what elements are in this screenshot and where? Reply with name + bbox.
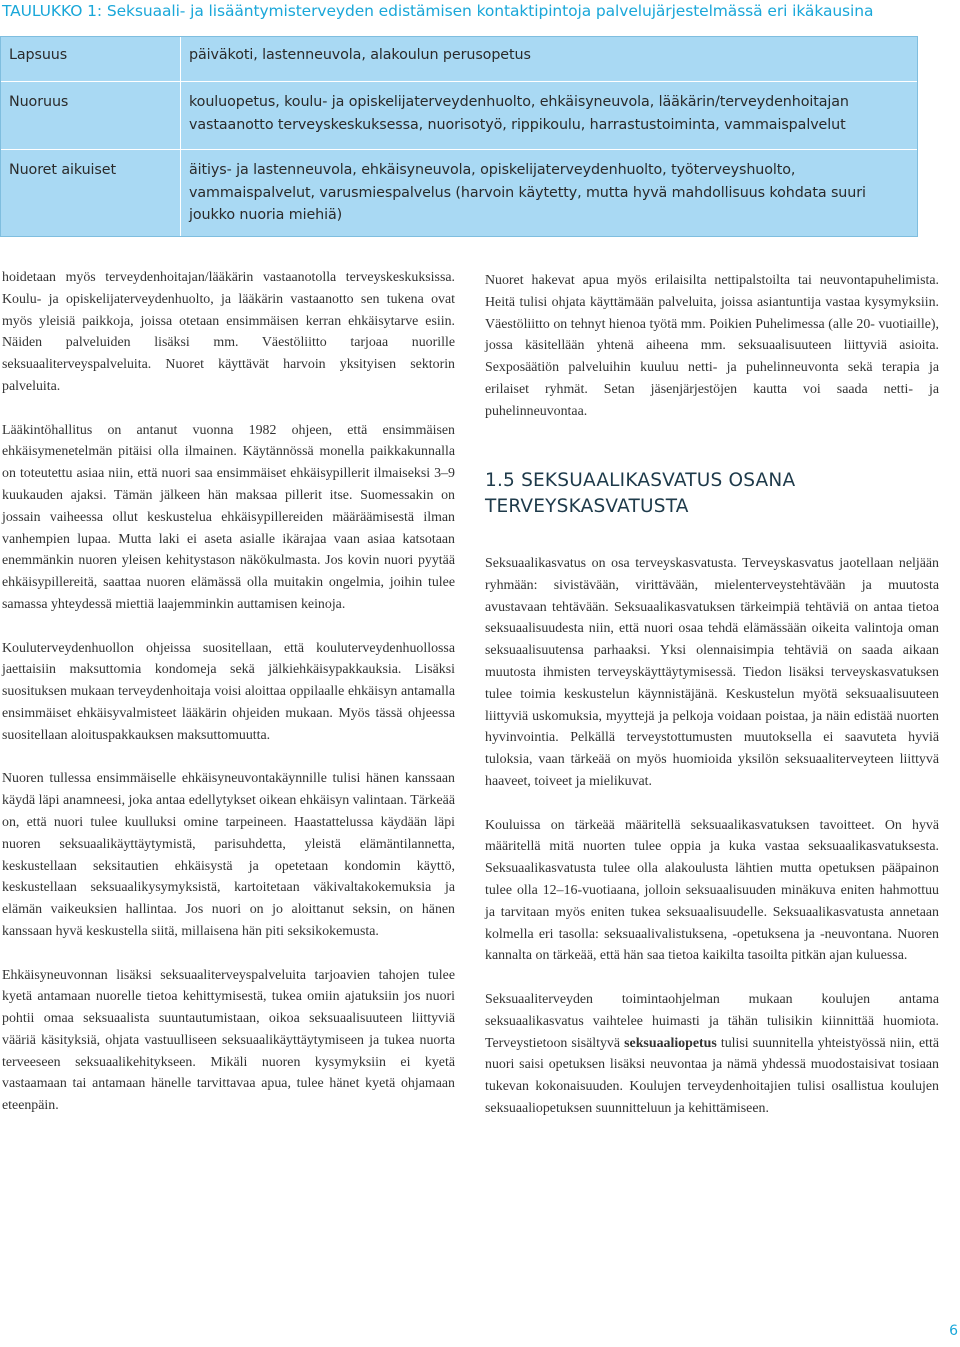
section-heading: 1.5 SEKSUAALIKASVATUS OSANA TERVEYSKASVATUSTA — [485, 470, 796, 517]
paragraph-text: tulisi suunnitella yhteistyössä niin, että nuori saisi opetuksen lisäksi neuvontaa ja nämä yhdessä muodostaisivat tosiaan tukevan kokonaisuuden. Koulujen terveydenhoitajien tulisi osallistua koulujen seksuaaliopetuksen suunnitteluun ja kehittämiseen. — [485, 1035, 939, 1116]
row-label: Lapsuus — [9, 47, 68, 63]
row-value: äitiys- ja lastenneuvola, ehkäisyneuvola, opiskelijaterveydenhuolto, työterveyshuolto, vammaispalvelut, varusmiespalvelus (harvoin käytetty, mutta hyvä mahdollisuus kohdata suuri joukko nuoria miehiä) — [189, 162, 866, 223]
paragraph: Lääkintöhallitus on antanut vuonna 1982 ohjeen, että ensimmäisen ehkäisymenetelmän pitäisi olla ilmainen. Käytännössä monella paikkakunnalla on toteutettu asiaa niin, että nuori saa ensimmäiset ehkäisypillerit ilmaiseksi 3–9 kuukauden ajaksi. Tämän jälkeen hän maksaa pillerit itse. Suomessakin on jossain vaiheessa ollut keskustelua ehkäisypillereiden määräämisestä ilman vanhempien lupaa. Mutta laki ei aseta asialle ikärajaa vaan asiaa katsotaan enemmänkin nuoren yleisen kehitystason näkökulmasta. Jos kovin nuori pyytää ehkäisypillereitä, saattaa nuoren elämässä olla muitakin ongelmia, joihin tulee samassa yhteydessä miettiä laajemminkin auttamisen keinoja. — [2, 422, 455, 612]
right-column — [485, 553, 939, 1142]
bold-term: seksuaaliopetus — [624, 1035, 717, 1051]
row-value: päiväkoti, lastenneuvola, alakoulun perusopetus — [189, 47, 531, 63]
table-caption: TAULUKKO 1: Seksuaali- ja lisääntymisterveyden edistämisen kontaktipintoja palvelujärjestelmässä eri ikäkausina — [2, 2, 874, 20]
row-value: kouluopetus, koulu- ja opiskelijaterveydenhuolto, ehkäisyneuvola, lääkärin/terveydenhoitajan vastaanotto terveyskeskuksessa, nuorisotyö, rippikoulu, harrastustoiminta, vammaispalvelut — [189, 94, 849, 133]
paragraph: Ehkäisyneuvonnan lisäksi seksuaaliterveyspalveluita tarjoavien tahojen tulee kyetä antamaan nuorelle tietoa kehittymisestä, tukea omiin ajatuksiin jos nuori pohtii omaa seksuaalista suuntautumistaan, oikoa seksuaalisuuteen liittyviä vääriä käsityksiä, ohjata vastuulliseen seksuaalikäyttäytymiseen ja tukea nuorta terveeseen seksuaalikehitykseen. Mikäli nuoren kysymyksiin ei kyetä vastaamaan tai antamaan hänelle tarvittavaa apua, tulee hänet kyetä ohjamaan eteenpäin. — [2, 967, 455, 1114]
table-column-divider — [180, 37, 181, 236]
row-divider — [1, 81, 917, 82]
paragraph-text: Seksuaaliterveyden toimintaohjelman mukaan koulujen antama seksuaalikasvatus vaihtelee huimasti ja tähän tulisikin kiinnittää huomiota. Terveystietoon sisältyvä — [485, 991, 939, 1051]
row-label: Nuoruus — [9, 94, 69, 110]
page-number: 6 — [949, 1323, 958, 1339]
paragraph: Kouluissa on tärkeää määritellä seksuaalikasvatuksen tavoitteet. On hyvä määritellä mitä nuorten tulee oppia ja kuka vastaa seksuaalikasvatuksesta. Seksuaalikasvatusta tulee olla alakoulusta lähtien mutta opetuksen pääpainon tulee olla 12–16-vuotiaana, jolloin seksuaalisuuden minäkuva eniten hahmottuu ja tarvitaan myös eniten tukea seksuaalisuudelle. Seksuaalikasvatusta annetaan kolmella eri tasolla: seksuaalivalistuksena, -opetuksena ja -neuvontana. Nuoren kannalta on tärkeää, että hän saa tietoa kaikilta tasoilta pitkän ajan kuluessa. — [485, 817, 939, 964]
contact-points-table — [0, 36, 918, 237]
left-column — [2, 267, 455, 1139]
paragraph: hoidetaan myös terveydenhoitajan/lääkärin vastaanotolla terveyskeskuksissa. Koulu- ja opiskelijaterveydenhuolto, ja lääkärin vastaanotto sen tukena ovat myös yleisiä paikkoja, joissa otetaan ensimmäisen kerran ehkäisytarve esiin. Näiden palveluiden lisäksi mm. Väestöliitto tarjoaa nuorille seksuaaliterveyspalveluita. Nuoret käyttävät harvoin yksityisen sektorin palveluita. — [2, 270, 455, 394]
row-divider — [1, 149, 917, 150]
paragraph: Nuoren tullessa ensimmäiselle ehkäisyneuvontakäynnille tulisi hänen kanssaan käydä läpi anamneesi, joka antaa edellytykset oikean ehkäisyn valintaan. Tärkeää on, että nuori tulee kuulluksi omine tarpeineen. Haastattelussa käydään läpi nuoren seksuaalikäyttäytymistä, parisuhdetta, yleistä elämäntilannetta, keskustellaan seksitautien ehkäisystä ja opetetaan kondomin käyttö, keskustellaan seksuaalikysymyksistä, kartoitetaan väkivaltakokemuksia ja elämän vaikeuksien hallintaa. Jos nuori on jo aloittanut seksin, on hänen kanssaan hyvä keskustella siitä, millaisena hän piti seksikokemusta. — [2, 771, 455, 939]
row-label: Nuoret aikuiset — [9, 162, 116, 178]
paragraph — [485, 989, 939, 1120]
paragraph: Nuoret hakevat apua myös erilaisilta nettipalstoilta tai neuvontapuhelimista. Heitä tulisi ohjata käyttämään palveluita, joissa asiantuntija vastaa kysymyksiin. Väestöliitto on tehnyt hienoa työtä mm. Poikien Puhelimessa (alle 20- vuotiaille), jossa käsitellään yhtenä aiheena mm. seksuaalisuuteen liittyviä asioita. Sexposäätiön palveluihin kuuluu netti- ja puhelinneuvonta sekä terapia ja erilaiset ryhmät. Setan jäsenjärjestöjen kautta voi saada netti- ja puhelinneuvontaa. — [485, 273, 939, 419]
paragraph: Seksuaalikasvatus on osa terveyskasvatusta. Terveyskasvatus jaotellaan neljään ryhmään: sivistävään, virittävään, mielenterveystehtävään ja muutosta avustavaan tehtävään. Seksuaalikasvatuksen tärkeimpiä tehtäviä on antaa tietoa seksuaalisuudesta niin, että nuori osaa tehdä elämässään oikeita valintoja oman seksuaalisuutensa parhaaksi. Yksi olennaisimpia tehtäviä on saada aikaan muutosta ihmisten terveyskäyttäytymisessä. Tiedon lisäksi terveyskasvatuksen tulee toimia keskustelun käynnistäjänä. Keskustelun myötä seksuaalisuuteen liittyviä uskomuksia, myyttejä ja pelkoja voidaan poistaa, ja näin edistää nuorten hyvinvointia. Pelkällä terveystottumusten muutoksella ei saavuteta hyviä tuloksia, vaan tärkeää on myös huomioida yksilön seksuaaliterveyteen liittyvä haaveet, toiveet ja mielikuvat. — [485, 556, 939, 789]
right-column-top — [485, 270, 939, 444]
paragraph: Kouluterveydenhuollon ohjeissa suositellaan, että kouluterveydenhuollossa jaettaisiin maksuttomia kondomeja sekä jälkiehkäisypakkauksia. Lisäksi suosituksen mukaan terveydenhoitaja voisi aloittaa oppilaalle ehkäisyn antamalla ensimmäiset ehkäisyvalmisteet lääkärin ohjeiden mukaan. Myös tässä ohjeessa suositellaan aloituspakkauksen maksuttomuutta. — [2, 640, 455, 743]
